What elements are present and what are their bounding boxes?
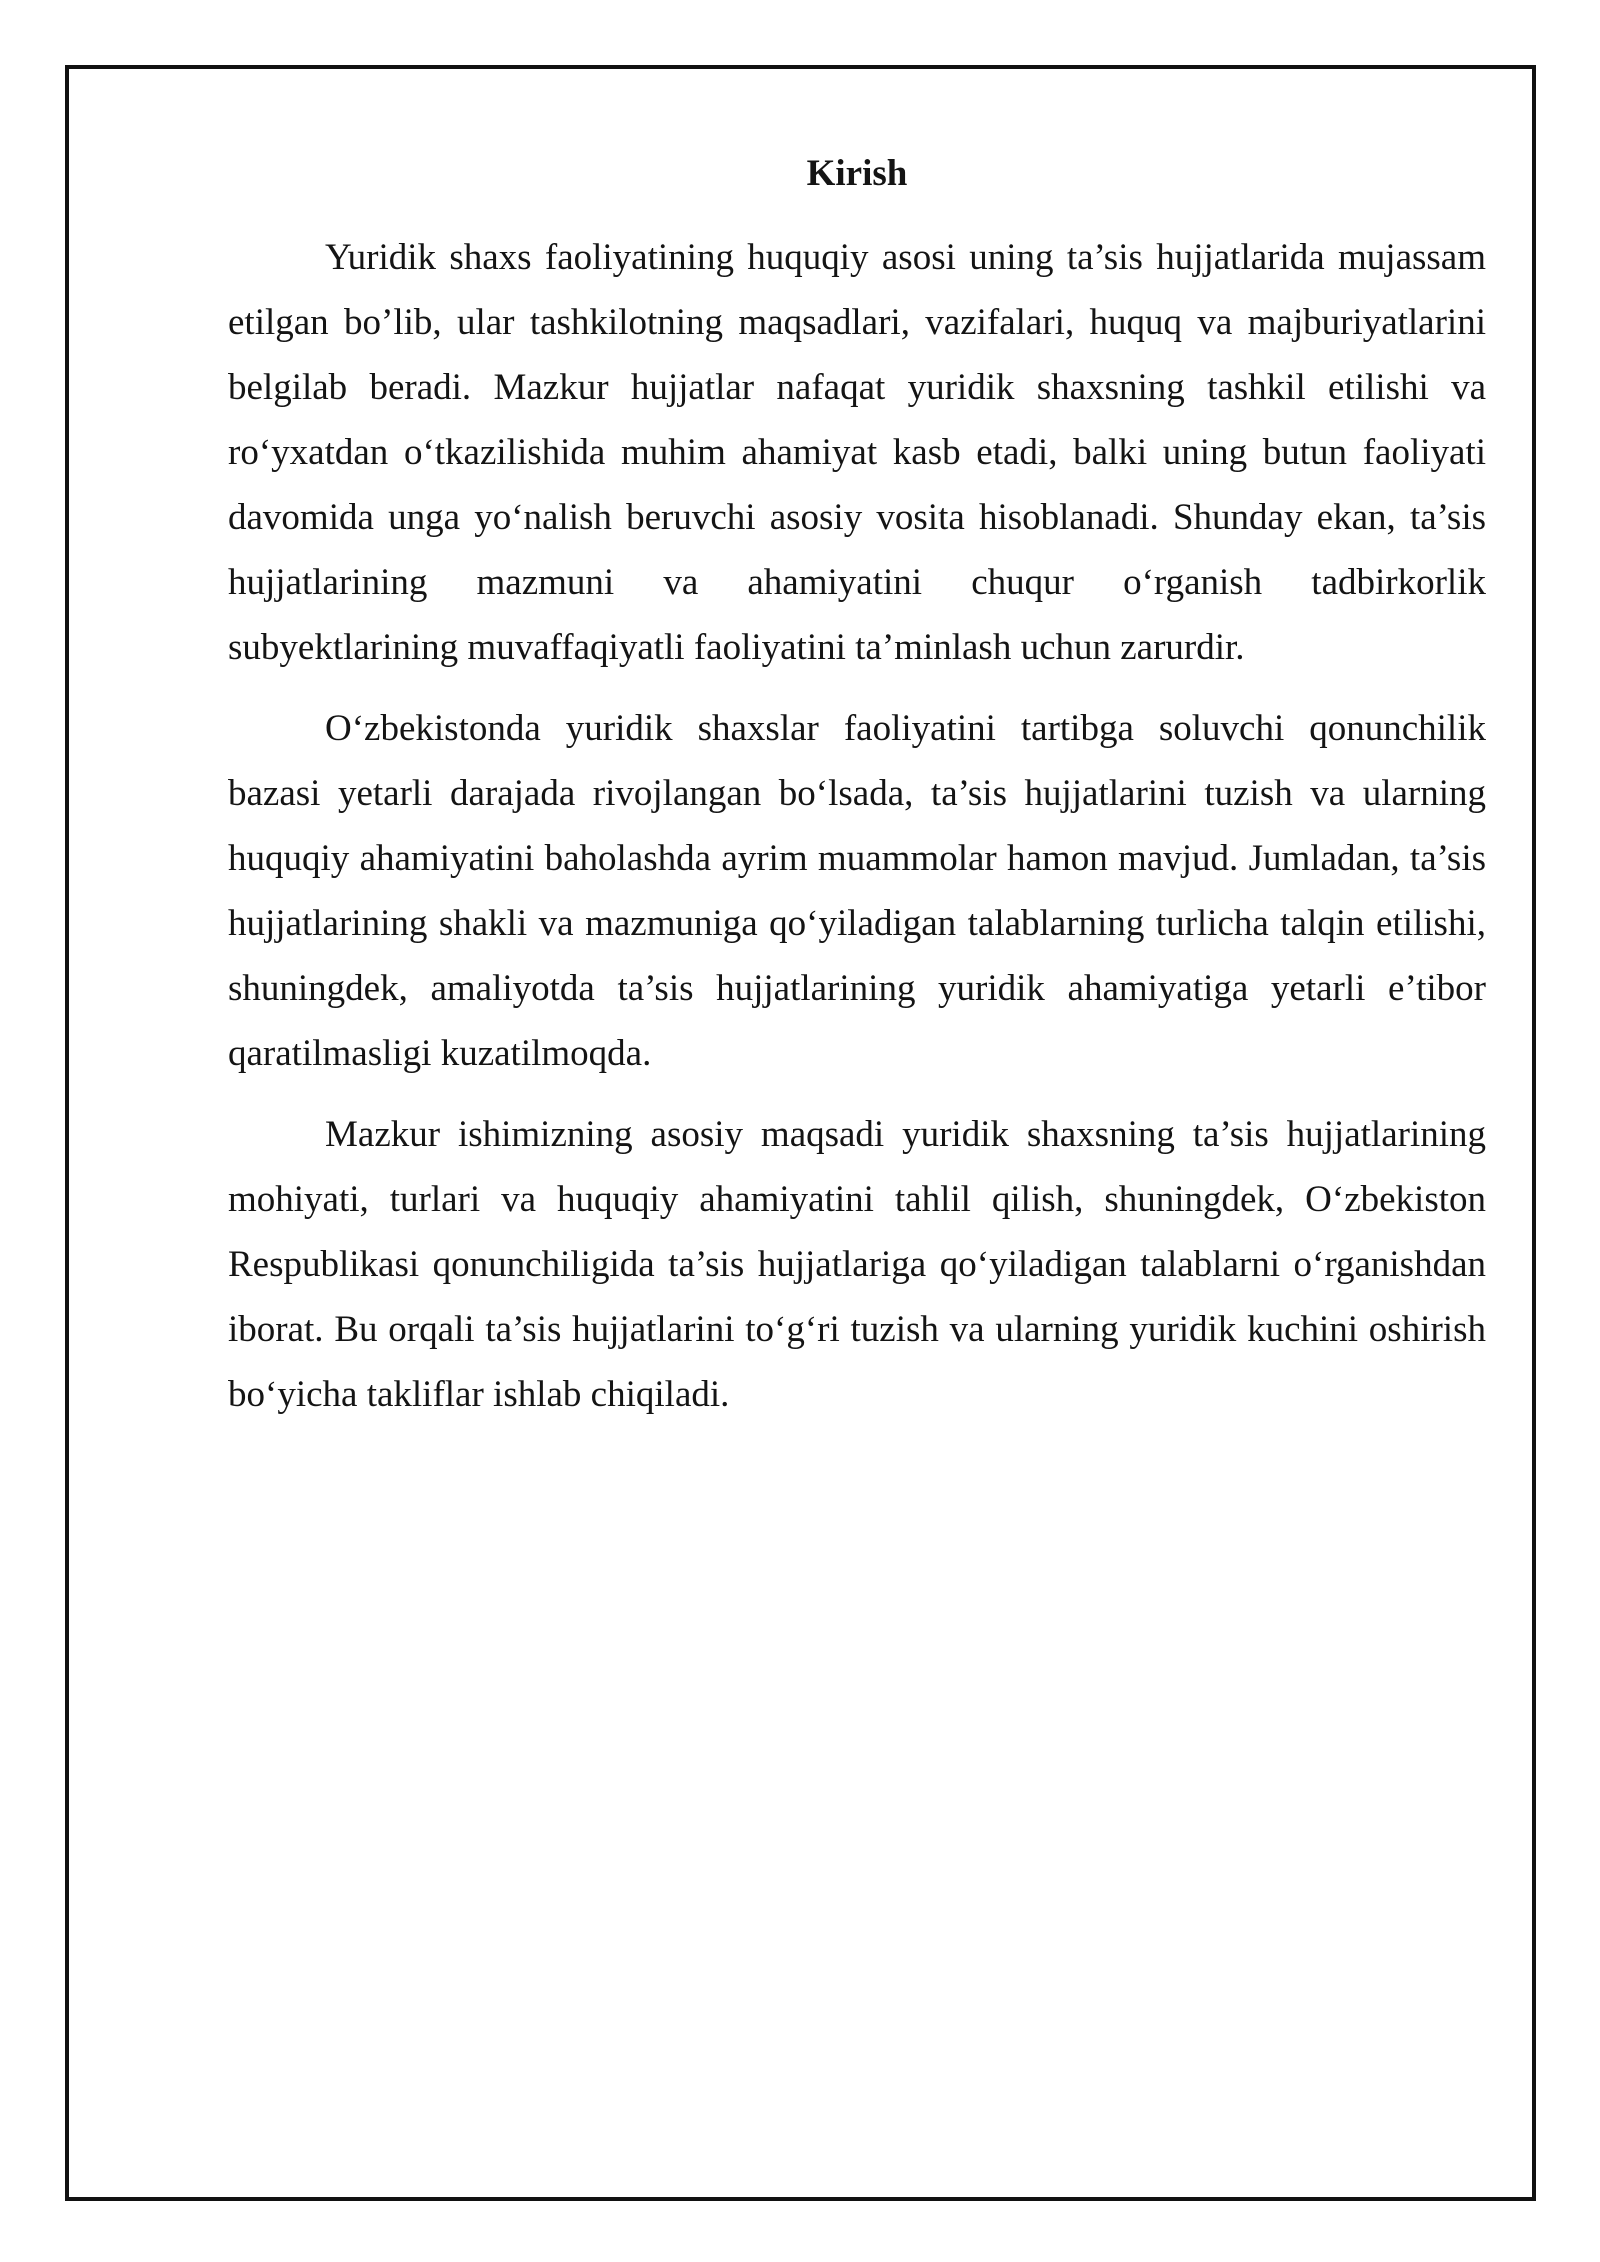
text-line: mohiyati, turlari va huquqiy ahamiyatini tahlil qilish, shuningdek, O‘zbekiston bbox=[228, 1179, 1486, 1220]
text-line: etilgan bo’lib, ular tashkilotning maqsadlari, vazifalari, huquq va majburiyatlarini bbox=[228, 302, 1486, 343]
text-line: huquqiy ahamiyatini baholashda ayrim muammolar hamon mavjud. Jumladan, ta’sis bbox=[228, 838, 1486, 879]
text-line: ro‘yxatdan o‘tkazilishida muhim ahamiyat kasb etadi, balki uning butun faoliyati bbox=[228, 432, 1486, 473]
text-line: qaratilmasligi kuzatilmoqda. bbox=[228, 1033, 652, 1074]
text-line: Respublikasi qonunchiligida ta’sis hujjatlariga qo‘yiladigan talablarni o‘rganishdan bbox=[228, 1244, 1486, 1285]
text-line: davomida unga yo‘nalish beruvchi asosiy vosita hisoblanadi. Shunday ekan, ta’sis bbox=[228, 497, 1486, 538]
paragraph-3 bbox=[228, 1102, 1486, 1427]
paragraph-2 bbox=[228, 696, 1486, 1086]
paragraph-1 bbox=[228, 225, 1486, 680]
text-line: Mazkur ishimizning asosiy maqsadi yuridik shaxsning ta’sis hujjatlarining bbox=[325, 1114, 1486, 1155]
section-title: Kirish bbox=[806, 153, 908, 194]
text-line: bazasi yetarli darajada rivojlangan bo‘lsada, ta’sis hujjatlarini tuzish va ularning bbox=[228, 773, 1486, 814]
text-line: Yuridik shaxs faoliyatining huquqiy asosi uning ta’sis hujjatlarida mujassam bbox=[325, 237, 1486, 278]
text-line: O‘zbekistonda yuridik shaxslar faoliyatini tartibga soluvchi qonunchilik bbox=[325, 708, 1486, 749]
text-line: iborat. Bu orqali ta’sis hujjatlarini to‘g‘ri tuzish va ularning yuridik kuchini oshirish bbox=[228, 1309, 1486, 1350]
text-line: hujjatlarining shakli va mazmuniga qo‘yiladigan talablarning turlicha talqin etilishi, bbox=[228, 903, 1486, 944]
text-line: hujjatlarining mazmuni va ahamiyatini chuqur o‘rganish tadbirkorlik bbox=[228, 562, 1486, 603]
text-body bbox=[228, 141, 1486, 1443]
text-line: shuningdek, amaliyotda ta’sis hujjatlarining yuridik ahamiyatiga yetarli e’tibor bbox=[228, 968, 1486, 1009]
text-line: bo‘yicha takliflar ishlab chiqiladi. bbox=[228, 1374, 730, 1415]
text-line: subyektlarining muvaffaqiyatli faoliyatini ta’minlash uchun zarurdir. bbox=[228, 627, 1245, 668]
text-line: belgilab beradi. Mazkur hujjatlar nafaqat yuridik shaxsning tashkil etilishi va bbox=[228, 367, 1486, 408]
